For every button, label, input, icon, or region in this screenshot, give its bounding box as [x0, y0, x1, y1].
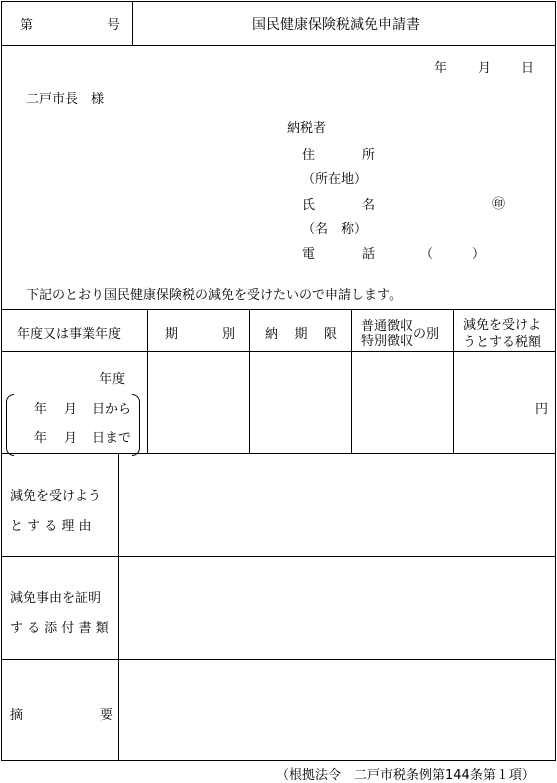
table-header-divider	[1, 351, 556, 352]
col-reduction-amount-2: うとする税額	[463, 335, 542, 350]
fiscal-year-label: 年度	[99, 372, 126, 387]
reason-label-2: と す る 理 由	[10, 519, 92, 534]
address-label-b: 所	[362, 148, 376, 163]
documents-divider	[118, 556, 119, 660]
table-col-divider	[147, 309, 148, 454]
col-period-char: 期	[165, 327, 179, 342]
statement: 下記のとおり国民健康保険税の減免を受けたいので申請します。	[26, 288, 402, 303]
col-due-date-char: 期	[294, 327, 308, 342]
number-prefix: 第	[20, 18, 34, 33]
number-suffix: 号	[107, 18, 121, 33]
table-col-divider	[249, 309, 250, 454]
reason-label-1: 減免を受けよう	[10, 489, 102, 504]
date-month: 月	[478, 61, 492, 76]
remarks-label-char: 要	[99, 708, 113, 723]
documents-label-1: 減免事由を証明	[10, 591, 102, 606]
table-col-divider	[453, 309, 454, 454]
date-year: 年	[434, 61, 448, 76]
col-reduction-amount-1: 減免を受けよ	[463, 318, 542, 333]
address-alt-label: （所在地）	[302, 172, 368, 187]
col-collection-type-suffix: の別	[413, 327, 440, 342]
period-to-year: 年	[34, 431, 48, 446]
col-fiscal-year: 年度又は事業年度	[17, 327, 122, 342]
documents-section	[1, 556, 556, 660]
period-from-month: 月	[64, 402, 78, 417]
period-bracket-left	[6, 394, 14, 456]
col-due-date	[265, 323, 337, 342]
legal-basis: （根拠法令 二戸市税条例第144条第１項）	[276, 768, 535, 783]
phone-label-b: 話	[362, 247, 376, 262]
col-due-date-char: 納	[265, 327, 279, 342]
period-to-month: 月	[64, 431, 78, 446]
phone-area-code: （ ）	[420, 247, 486, 262]
seal-mark: ㊞	[492, 197, 506, 212]
table-col-divider	[351, 309, 352, 454]
applicant-section	[1, 45, 556, 310]
name-label-b: 名	[362, 198, 376, 213]
name-label-a: 氏	[302, 198, 316, 213]
form-title: 国民健康保険税減免申請書	[252, 17, 420, 33]
col-collection-type-1: 普通徴収	[361, 319, 414, 334]
remarks-label-char: 摘	[10, 708, 24, 723]
addressee: 二戸市長 様	[26, 92, 105, 107]
period-bracket-right	[132, 394, 140, 456]
address-label-a: 住	[302, 148, 316, 163]
remarks-label	[10, 704, 113, 723]
col-period-char: 別	[221, 327, 235, 342]
period-from-day: 日から	[92, 402, 132, 417]
reason-section	[1, 453, 556, 557]
period-from-year: 年	[34, 402, 48, 417]
remarks-divider	[118, 659, 119, 761]
col-collection-type-2: 特別徴収	[361, 334, 414, 349]
period-to-day: 日まで	[92, 431, 132, 446]
col-period	[165, 323, 235, 342]
phone-label-a: 電	[302, 247, 316, 262]
header-divider	[132, 1, 133, 46]
amount-unit: 円	[535, 402, 549, 417]
taxpayer-label: 納税者	[287, 121, 327, 136]
col-due-date-char: 限	[323, 327, 337, 342]
name-alt-label: （名 称）	[302, 222, 368, 237]
documents-label-2: す る 添 付 書 類	[10, 621, 109, 636]
reason-divider	[118, 453, 119, 557]
date-day: 日	[521, 61, 535, 76]
